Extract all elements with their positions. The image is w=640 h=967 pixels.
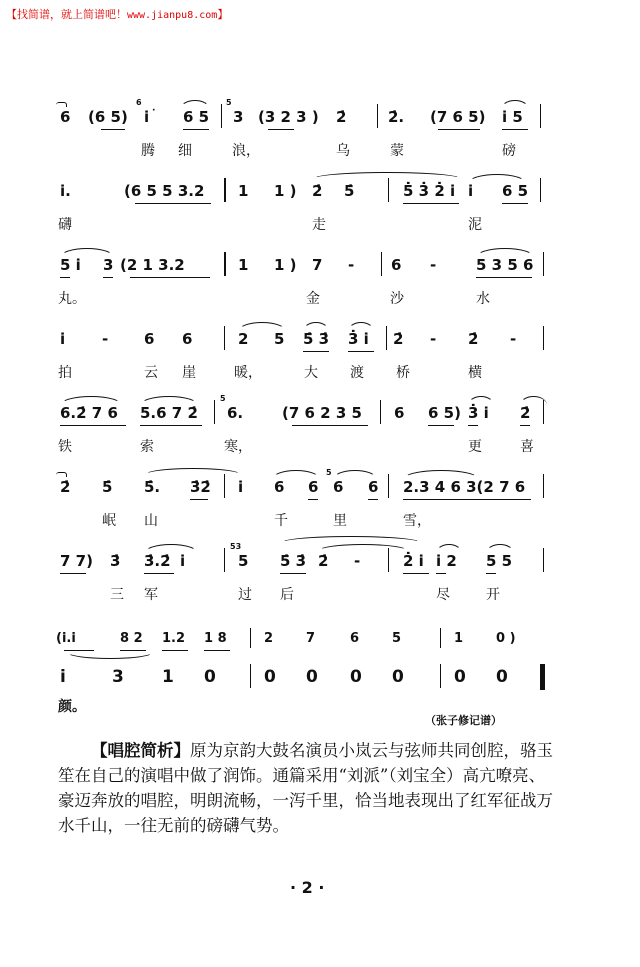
analysis-body: 原为京韵大鼓名演员小岚云与弦师共同创腔，骆玉笙在自己的演唱中做了润饰。通篇采用“刘派”（刘宝全）高亢嘹亮、豪迈奔放的唱腔，明朗流畅，一泻千里，恰当地表现出了红军征战万水千山，一往无前的磅礴气势。 <box>58 741 553 835</box>
lyric: 颜。 <box>58 699 86 715</box>
lyrics-row <box>58 510 548 530</box>
notes-row-upper: (i.i 8 2 1.2 1 8 2 7 6 5 1 0 ) <box>58 620 548 660</box>
vocal-analysis <box>58 738 558 838</box>
notes-row: 6 (6 5) 6 i · 6 5 5 3 (3 2 3 ) 2̇ 2̇. (7 6 5) i 5 <box>58 98 548 138</box>
notes-row: i. (6 5 5 3.2 1 1 ) 2̇ 5̇ 5̇ 3̇ 2̇ i i 6 5 <box>58 172 548 212</box>
notes-row: 6.2̇ 7 6 5.6 7 2̇ 5 6. (7 6 2 3 5 6 6 5) 3̇ i 2̇ <box>58 394 548 434</box>
lyric: 细 <box>178 143 192 159</box>
lyrics-row <box>58 436 548 456</box>
lyric: 开 <box>486 587 500 603</box>
lyric: 里 <box>333 513 347 529</box>
lyric: 索 <box>140 439 154 455</box>
banner-end: 】 <box>217 8 229 21</box>
lyric: 拍 <box>58 365 72 381</box>
lyric: 桥 <box>396 365 410 381</box>
page-number: · 2 · <box>290 878 325 897</box>
lyric: 暖， <box>234 365 262 381</box>
lyrics-row <box>58 362 548 382</box>
lyric: 尽 <box>436 587 450 603</box>
lyric: 礴 <box>58 217 72 233</box>
lyric: 更 <box>468 439 482 455</box>
lyric: 沙 <box>390 291 404 307</box>
lyric: 千 <box>274 513 288 529</box>
lyric: 腾 <box>141 143 155 159</box>
lyric: 泥 <box>468 217 482 233</box>
lyric: 后 <box>280 587 294 603</box>
notes-row: 2̇ 5̇ 5̇. 3̇2̇ i 6 6 5 6 6 2.3 4 6 3(2 7 6 <box>58 468 548 508</box>
analysis-heading: 【唱腔简析】 <box>91 741 190 760</box>
transcriber-credit: （张子修记谱） <box>425 714 502 727</box>
lyric: 雪， <box>403 513 431 529</box>
lyric: 渡 <box>350 365 364 381</box>
lyric: 大 <box>304 365 318 381</box>
lyric: 铁 <box>58 439 72 455</box>
lyric: 云 <box>144 365 158 381</box>
lyrics-row <box>58 288 548 308</box>
lyric: 岷 <box>102 513 116 529</box>
lyric: 金 <box>306 291 320 307</box>
lyric: 过 <box>238 587 252 603</box>
lyrics-row <box>58 214 548 234</box>
lyric: 横 <box>468 365 482 381</box>
notes-row: i - 6 6 2 5 5̇ 3̇ 3̇ i 2̇ - 2̇ - <box>58 320 548 360</box>
lyric: 走 <box>312 217 326 233</box>
lyric: 磅 <box>502 143 516 159</box>
lyrics-row <box>58 140 548 160</box>
lyrics-row <box>58 584 548 604</box>
lyric: 军 <box>144 587 158 603</box>
lyric: 山 <box>144 513 158 529</box>
lyric: 水 <box>476 291 490 307</box>
lyric: 三 <box>110 587 124 603</box>
lyric: 寒， <box>224 439 252 455</box>
notes-row: 5 i 3 (2 1 3.2 1 1 ) 7 - 6 - 5 3 5 6 <box>58 246 548 286</box>
lyric: 蒙 <box>390 143 404 159</box>
lyric: 崖 <box>182 365 196 381</box>
lyric: 浪， <box>232 143 260 159</box>
notes-row-lower: i 3 1 0 0 0 0 0 0 0 <box>58 658 548 698</box>
lyric: 乌 <box>336 143 350 159</box>
lyric: 喜 <box>520 439 534 455</box>
notes-row: 7 7) 3̇ 3̇.2̇ i 53 5 5̇ 3̇ 2̇ - 2̇ i i 2 5 5 <box>58 542 548 582</box>
lyric: 丸。 <box>58 291 86 307</box>
banner-text: 【找简谱，就上简谱吧！ <box>6 8 127 21</box>
banner-url[interactable]: www.jianpu8.com <box>127 10 218 21</box>
